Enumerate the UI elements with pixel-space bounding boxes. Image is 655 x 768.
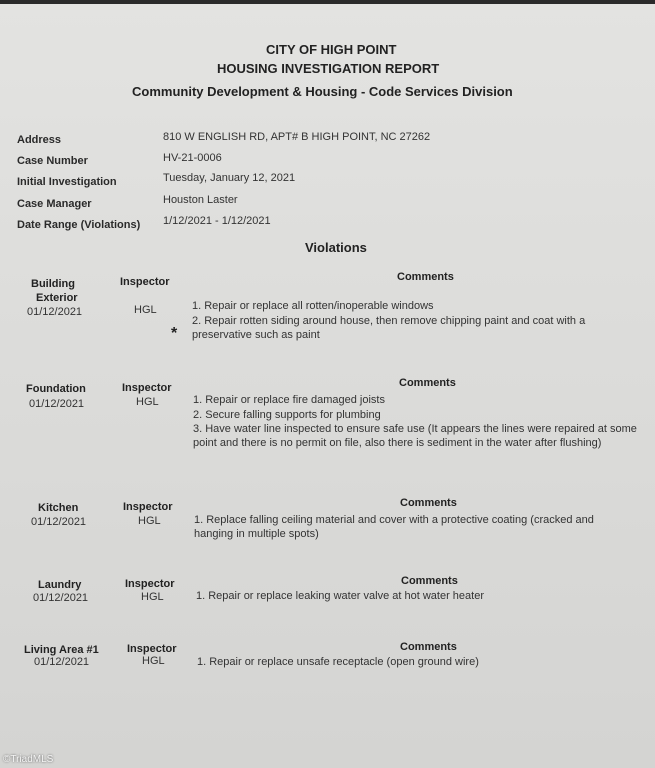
inspector-initials: HGL	[142, 655, 165, 667]
comments-label: Comments	[397, 271, 454, 283]
mls-watermark: ©TriadMLS	[3, 754, 54, 765]
date-range-value: 1/12/2021 - 1/12/2021	[163, 215, 271, 227]
section-area-label: Laundry	[38, 579, 82, 591]
violations-heading: Violations	[305, 240, 367, 255]
section-date: 01/12/2021	[27, 306, 83, 318]
inspector-label: Inspector	[120, 276, 170, 288]
city-title: CITY OF HIGH POINT	[266, 42, 397, 57]
inspector-label: Inspector	[125, 578, 175, 590]
inspector-label: Inspector	[122, 382, 172, 394]
case-number-label: Case Number	[17, 155, 88, 167]
comment-item: 1. Replace falling ceiling material and cover with a protective coating (cracked and hanging in multiple spots)	[194, 514, 594, 540]
section-date: 01/12/2021	[29, 398, 85, 410]
comment-item: 1. Repair or replace all rotten/inoperable windows	[192, 300, 434, 312]
comments-label: Comments	[399, 377, 456, 389]
report-title: HOUSING INVESTIGATION REPORT	[217, 61, 440, 76]
inspector-initials: HGL	[138, 515, 161, 527]
section-area-label-continued: Exterior	[36, 292, 78, 304]
comment-item: 3. Have water line inspected to ensure safe use (It appears the lines were repaired at some point and there is no permit on file, also there is sediment in the water after flushing)	[193, 423, 637, 449]
case-manager-value: Houston Laster	[163, 194, 238, 206]
address-value: 810 W ENGLISH RD, APT# B HIGH POINT, NC 27262	[163, 131, 431, 143]
comment-item: 2. Repair rotten siding around house, then remove chipping paint and coat with a preservative such as paint	[192, 315, 586, 341]
date-range-label: Date Range (Violations)	[17, 219, 141, 231]
comment-item: 1. Repair or replace unsafe receptacle (open ground wire)	[197, 656, 479, 668]
inspector-label: Inspector	[127, 643, 177, 655]
comments-label: Comments	[400, 641, 457, 653]
section-area-label: Living Area #1	[24, 644, 99, 656]
section-date: 01/12/2021	[33, 592, 89, 604]
section-date: 01/12/2021	[34, 656, 90, 668]
comments-label: Comments	[400, 497, 457, 509]
section-area-label: Kitchen	[38, 502, 79, 514]
report-page	[0, 4, 655, 768]
inspector-initials: HGL	[134, 304, 157, 316]
inspector-label: Inspector	[123, 501, 173, 513]
handwritten-asterisk-mark: *	[171, 325, 178, 342]
address-label: Address	[17, 134, 62, 146]
case-manager-label: Case Manager	[17, 198, 92, 210]
division-title: Community Development & Housing - Code Services Division	[132, 84, 513, 99]
comments-label: Comments	[401, 575, 458, 587]
comment-item: 2. Secure falling supports for plumbing	[193, 409, 381, 421]
inspector-initials: HGL	[136, 396, 159, 408]
initial-investigation-value: Tuesday, January 12, 2021	[163, 172, 296, 184]
section-area-label: Building	[31, 278, 75, 290]
initial-investigation-label: Initial Investigation	[17, 176, 117, 188]
comment-item: 1. Repair or replace fire damaged joists	[193, 394, 385, 406]
section-date: 01/12/2021	[31, 516, 87, 528]
case-number-value: HV-21-0006	[163, 152, 222, 164]
inspector-initials: HGL	[141, 591, 164, 603]
comment-item: 1. Repair or replace leaking water valve at hot water heater	[196, 590, 484, 602]
section-area-label: Foundation	[26, 383, 86, 395]
